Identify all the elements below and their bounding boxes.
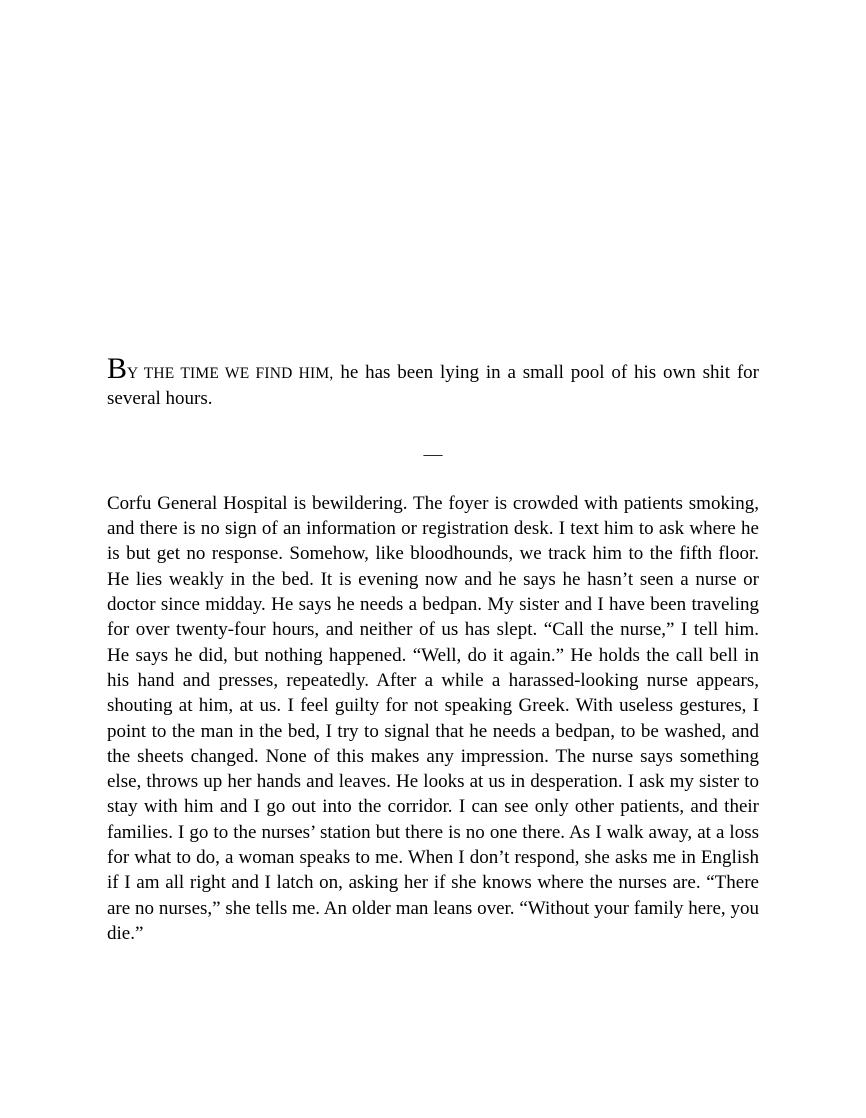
opening-paragraph xyxy=(107,352,760,412)
small-caps-lead: Y THE TIME WE FIND HIM, xyxy=(127,365,334,382)
section-break-dash: — xyxy=(423,443,443,465)
initial-capital: B xyxy=(107,352,128,385)
body-paragraph: Corfu General Hospital is bewildering. The foyer is crowded with patients smoking, and there is no sign of an information or registration desk. I text him to ask where he is but get no response. Somehow, like bloodhounds, we track him to the fifth floor. He lies weakly in the bed. It is evening now and he says he hasn’t seen a nurse or doctor since midday. He says he needs a bedpan. My sister and I have been traveling for over twenty-four hours, and neither of us has slept. “Call the nurse,” I tell him. He says he did, but nothing happened. “Well, do it again.” He holds the call bell in his hand and presses, repeatedly. After a while a harassed-looking nurse appears, shouting at him, at us. I feel guilty for not speaking Greek. With useless gestures, I point to the man in the bed, I try to signal that he needs a bedpan, to be washed, and the sheets changed. None of this makes any impression. The nurse says something else, throws up her hands and leaves. He looks at us in desperation. I ask my sister to stay with him and I go out into the corridor. I can see only other patients, and their families. I go to the nurses’ station but there is no one there. As I walk away, at a loss for what to do, a woman speaks to me. When I don’t respond, she asks me in English if I am all right and I latch on, asking her if she knows where the nurses are. “There are no nurses,” she tells me. An older man leans over. “Without your family here, you die.” xyxy=(107,492,759,944)
opening-text: he has been lying in a small pool of his own shit for several hours. xyxy=(107,362,760,410)
